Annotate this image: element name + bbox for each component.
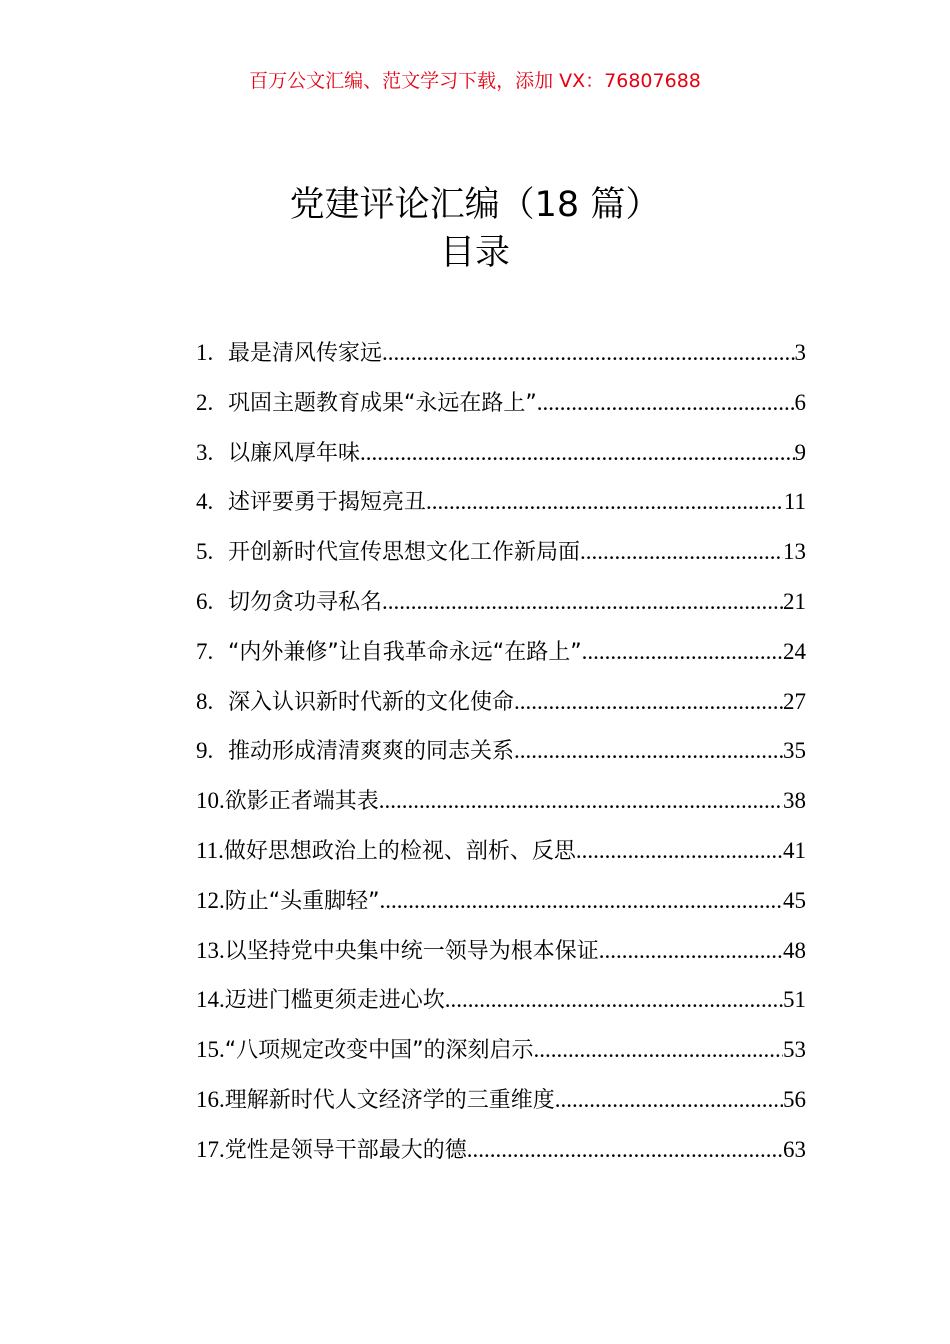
toc-leader-dots [379,776,783,826]
toc-entry[interactable] [196,477,806,527]
toc-entry-page: 3 [794,340,806,365]
toc-entry-title: 巩固主题教育成果“永远在路上” [228,390,537,416]
toc-entry-number: 9. [196,738,214,764]
toc-entry-page: 35 [783,738,806,764]
toc-entry-page: 51 [783,987,806,1013]
toc-leader-dots [576,826,783,876]
toc-entry[interactable] [196,726,806,776]
toc-entry[interactable] [196,328,806,378]
toc-entry-number: 10. [196,788,225,814]
toc-entry-number: 5. [196,539,214,565]
toc-entry-title: 防止“头重脚轻” [224,888,380,914]
toc-leader-dots [382,328,794,378]
toc-entry-number: 12. [196,887,225,913]
toc-entry-page: 21 [783,588,806,614]
toc-entry[interactable] [196,627,806,677]
toc-leader-dots [467,1125,783,1175]
toc-leader-dots [382,577,783,627]
toc-entry[interactable] [196,826,806,876]
toc-entry-title: 开创新时代宣传思想文化工作新局面 [228,540,581,566]
toc-entry-title: 切勿贪功寻私名 [228,589,383,615]
toc-leader-dots [360,428,794,478]
toc-entry-title: 做好思想政治上的检视、剖析、反思 [223,838,576,864]
toc-entry-number: 1. [196,340,214,365]
toc-entry-title: 述评要勇于揭短亮丑 [228,490,427,516]
toc-entry-title: “内外兼修”让自我革命永远“在路上” [228,639,582,665]
promo-banner: 百万公文汇编、范文学习下载，添加 VX：76807688 [249,70,701,92]
toc-entry-page: 45 [783,887,806,913]
toc-entry[interactable] [196,1125,806,1175]
toc-entry[interactable] [196,1025,806,1075]
toc-entry[interactable] [196,926,806,976]
toc-entry-page: 48 [783,937,806,963]
toc-entry-number: 2. [196,389,214,415]
toc-leader-dots [445,975,783,1025]
table-of-contents [196,328,806,1175]
toc-entry[interactable] [196,776,806,826]
toc-entry-page: 27 [783,688,806,714]
toc-entry-number: 8. [196,688,214,714]
document-title: 党建评论汇编（18 篇） [289,185,661,225]
toc-leader-dots [380,876,783,926]
toc-leader-dots [555,1075,783,1125]
toc-entry-page: 6 [794,389,806,415]
toc-entry[interactable] [196,975,806,1025]
toc-leader-dots [426,477,784,527]
toc-entry-number: 7. [196,638,214,664]
toc-entry-number: 16. [196,1086,225,1112]
toc-leader-dots [514,726,783,776]
toc-entry-page: 9 [794,439,806,465]
toc-entry-page: 63 [783,1136,806,1162]
toc-entry-number: 3. [196,439,214,465]
toc-entry-title: 以廉风厚年味 [228,440,361,466]
toc-entry-title: 理解新时代人文经济学的三重维度 [224,1087,555,1113]
toc-entry-title: 最是清风传家远 [228,341,383,366]
toc-entry[interactable] [196,677,806,727]
toc-entry-title: 以坚持党中央集中统一领导为根本保证 [224,938,599,964]
toc-entry[interactable] [196,1075,806,1125]
toc-leader-dots [580,527,783,577]
toc-entry-title: 深入认识新时代新的文化使命 [228,689,515,715]
toc-entry-page: 53 [783,1037,806,1063]
toc-leader-dots [582,627,783,677]
toc-entry-title: 党性是领导干部最大的德 [224,1137,467,1163]
toc-entry-page: 13 [783,539,806,565]
toc-entry-title: “八项规定改变中国”的深刻启示 [224,1038,534,1064]
toc-entry[interactable] [196,378,806,428]
toc-entry-title: 推动形成清清爽爽的同志关系 [228,739,515,765]
toc-entry-page: 24 [783,638,806,664]
toc-entry[interactable] [196,876,806,926]
toc-entry-number: 15. [196,1037,225,1063]
toc-entry-number: 6. [196,588,214,614]
toc-entry[interactable] [196,428,806,478]
toc-leader-dots [534,1025,783,1075]
toc-leader-dots [599,926,783,976]
toc-leader-dots [514,677,783,727]
toc-entry-number: 4. [196,489,214,515]
toc-entry-page: 41 [783,837,806,863]
toc-entry-page: 11 [783,489,806,515]
toc-entry-number: 17. [196,1136,225,1162]
toc-entry-page: 56 [783,1086,806,1112]
toc-heading: 目录 [439,233,510,273]
toc-entry-number: 13. [196,937,225,963]
toc-entry-number: 11. [196,837,224,863]
toc-entry[interactable] [196,527,806,577]
toc-entry[interactable] [196,577,806,627]
toc-entry-title: 迈进门槛更须走进心坎 [224,988,445,1014]
toc-entry-page: 38 [783,788,806,814]
toc-entry-number: 14. [196,987,225,1013]
toc-leader-dots [537,378,795,428]
toc-entry-title: 欲影正者端其表 [224,789,379,815]
